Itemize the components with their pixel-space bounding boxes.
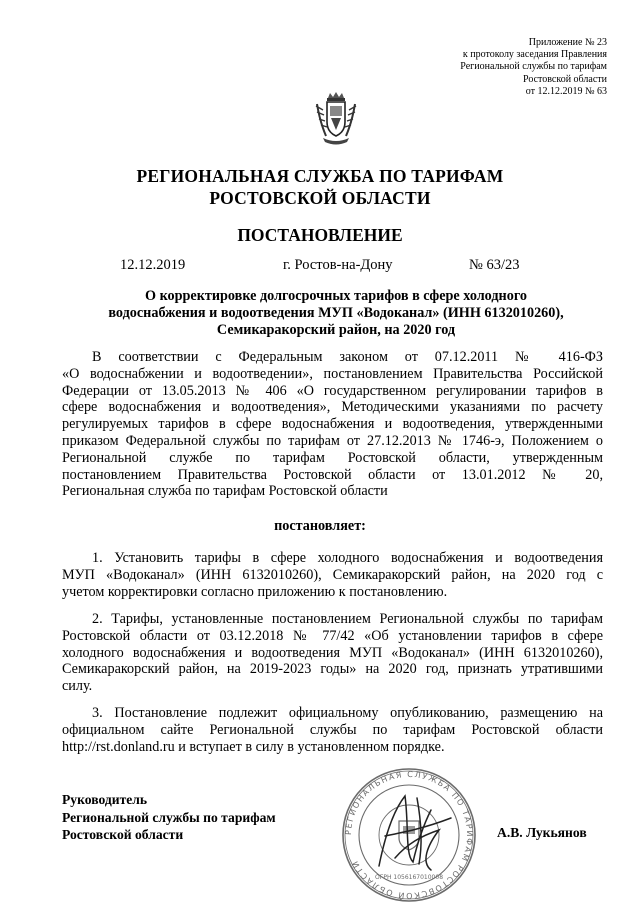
item-line: Семикаракорский район, на 2019-2023 годы» на 2020 год, признать утратившими [62,661,603,678]
item-1-paragraph [62,550,603,600]
preamble-line: сфере водоснабжения и водоотведения», Методическими указаниями по расчету [62,399,603,416]
item-line: официальном сайте Региональной службы по тарифам Ростовской области [62,721,603,738]
title-line: О корректировке долгосрочных тарифов в сфере холодного [144,288,527,304]
appendix-line: Приложение № 23 [528,37,607,48]
appendix-note [460,37,607,98]
coat-of-arms-icon [314,92,358,148]
preamble-line: постановлением Правительства Ростовской области от 13.01.2012 № 20, [62,466,603,483]
decrees-word: постановляет: [274,518,366,534]
item-3-paragraph [62,705,603,755]
item-line: 2. Тарифы, установленные постановлением Региональной службы по тарифам [92,611,603,627]
preamble-line: В соответствии с Федеральным законом от 07.12.2011 № 416-ФЗ [92,349,603,365]
preamble-line: Региональной службе по тарифам Ростовской области, утвержденным [62,449,603,466]
seal-ring-text: РЕГИОНАЛЬНАЯ СЛУЖБА ПО ТАРИФАМ РОСТОВСКОЙ ОБЛАСТИ [343,769,475,901]
preamble-line: Региональная служба по тарифам Ростовской области [62,483,388,500]
item-line: МУП «Водоканал» (ИНН 6132010260), Семикаракорский район, на 2020 год с [62,566,603,583]
official-stamp-icon [335,766,483,904]
item-line: холодного водоснабжения и водоотведения МУП «Водоканал» (ИНН 6132010260), [62,644,603,661]
title-line: водоснабжения и водоотведения МУП «Водоканал» (ИНН 6132010260), [108,305,564,322]
position-line: Ростовской области [62,827,184,843]
appendix-line: Ростовской области [523,73,607,85]
document-city: г. Ростов-на-Дону [283,257,393,273]
signatory-name: А.В. Лукьянов [497,825,587,840]
document-title [62,288,610,340]
position-line: Региональной службы по тарифам [62,809,276,825]
item-line: 3. Постановление подлежит официальному опубликованию, размещению на [92,705,603,721]
preamble-paragraph [62,349,603,500]
preamble-line: Федерации от 13.05.2013 № 406 «О государственном регулировании тарифов в [62,382,603,399]
document-date: 12.12.2019 [120,257,186,273]
item-line: учетом корректировки согласно приложению к постановлению. [62,583,448,600]
item-line: 1. Установить тарифы в сфере холодного водоснабжения и водоотведения [92,550,603,566]
document-number: № 63/23 [469,257,520,273]
item-line: Ростовской области от 03.12.2018 № 77/42 «Об установлении тарифов в сфере [62,627,603,644]
item-line: силу. [62,678,93,695]
seal-center-text: ОГРН 1056167010008 [374,874,444,881]
appendix-line: Региональной службы по тарифам [460,61,607,73]
organization-name: РЕГИОНАЛЬНАЯ СЛУЖБА ПО ТАРИФАМ [136,166,504,186]
item-line: http://rst.donland.ru и вступает в силу в установленном порядке. [62,738,445,755]
item-2-paragraph [62,611,603,695]
title-line: Семикаракорский район, на 2020 год [216,322,456,339]
document-type: ПОСТАНОВЛЕНИЕ [237,225,403,245]
appendix-line: к протоколу заседания Правления [462,49,607,61]
signatory-position [62,791,276,844]
preamble-line: приказом Федеральной службы по тарифам от 27.12.2013 № 1746-э, Положением о [62,432,603,449]
preamble-line: «О водоснабжении и водоотведении», постановлением Правительства Российской [62,365,603,382]
position-line: Руководитель [62,792,148,807]
appendix-line: от 12.12.2019 № 63 [525,85,607,97]
organization-region: РОСТОВСКОЙ ОБЛАСТИ [209,188,431,208]
preamble-line: регулируемых тарифов в сфере водоснабжения и водоотведения, утвержденными [62,416,603,433]
